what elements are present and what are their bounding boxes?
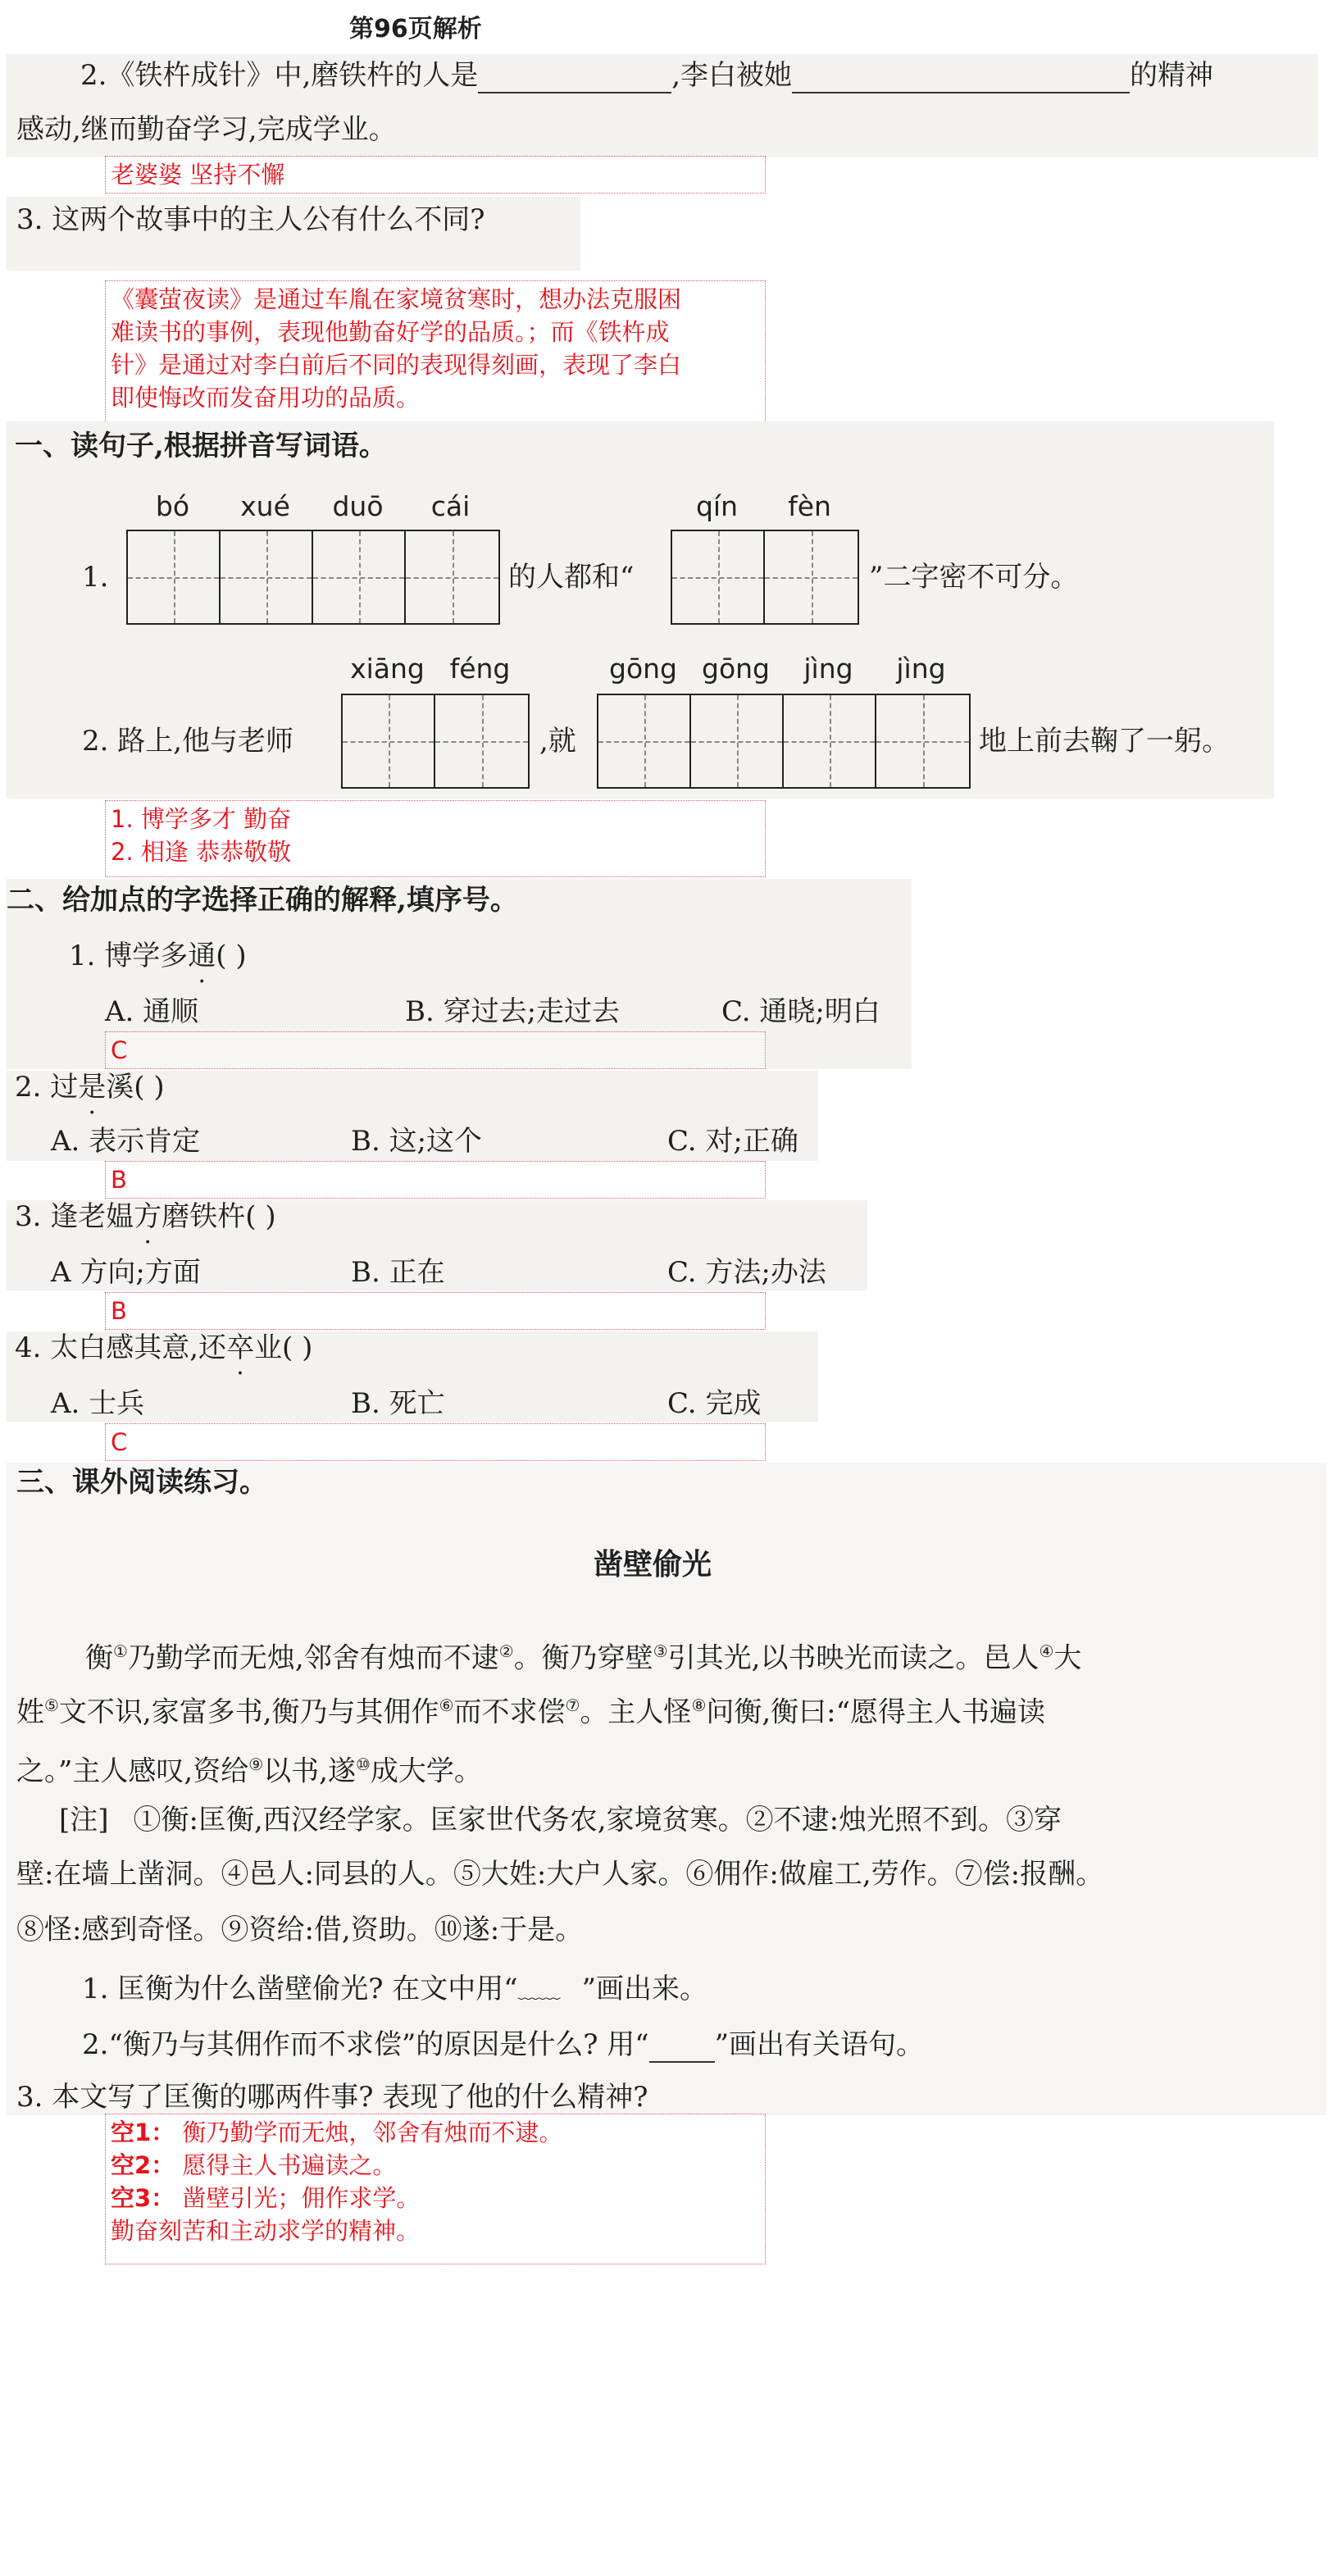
s2-end-text: 地上前去鞠了一躬。 <box>979 725 1230 758</box>
notes-line-2: 壁:在墙上凿洞。④邑人:同县的人。⑤大姓:大户人家。⑥佣作:做雇工,劳作。⑦偿:报酬。 <box>16 1858 1104 1891</box>
pinyin: jìng <box>896 653 946 685</box>
s2-q2: 2. 过是溪( ) <box>15 1071 165 1104</box>
s2-q2-option-c: C. 对;正确 <box>667 1125 798 1158</box>
s2-q3-option-b: B. 正在 <box>351 1256 445 1289</box>
s2-q1: 1. 博学多通( ) <box>69 940 247 972</box>
s2-mid-text: ,就 <box>539 725 576 758</box>
s2-q1-option-c: C. 通晓;明白 <box>721 995 880 1028</box>
prior-q2-line1: 2.《铁杵成针》中,磨铁杵的人是 ,李白被她 的精神 <box>80 59 1214 92</box>
s2-q2-option-b: B. 这;这个 <box>351 1125 483 1158</box>
s1-number: 1. <box>82 561 109 594</box>
answer-box-prior-q2: 老婆婆 坚持不懈 <box>105 156 766 193</box>
s2-q3: 3. 逢老媪方磨铁杵( ) <box>15 1200 276 1233</box>
s2-q1-option-b: B. 穿过去;走过去 <box>405 995 621 1028</box>
pinyin: duō <box>332 490 384 522</box>
s2-q2-option-a: A. 表示肯定 <box>51 1125 201 1158</box>
notes-line-3: ⑧怪:感到奇怪。⑨资给:借,资助。⑩遂:于是。 <box>16 1914 584 1946</box>
prior-q3: 3. 这两个故事中的主人公有什么不同? <box>16 203 485 236</box>
answer-box-s2-q4: C <box>105 1423 766 1461</box>
wavy-line-icon: ﹏﹏ <box>517 1979 561 2004</box>
s3-q2: 2.“衡乃与其佣作而不求偿”的原因是什么? 用“ ”画出有关语句。 <box>82 2028 925 2061</box>
section3-title: 三、课外阅读练习。 <box>16 1466 267 1499</box>
answer-box-s2-q3: B <box>105 1292 766 1330</box>
pinyin: jìng <box>803 653 853 685</box>
section2-title: 二、给加点的字选择正确的解释,填序号。 <box>7 884 518 917</box>
s2-q1-option-a: A. 通顺 <box>105 995 199 1028</box>
answer-box-section1: 1. 博学多才 勤奋 2. 相逢 恭恭敬敬 <box>105 800 766 877</box>
pinyin: féng <box>449 653 511 685</box>
char-grid-2a[interactable] <box>341 694 530 789</box>
s2-q4-option-a: A. 士兵 <box>51 1387 145 1420</box>
char-grid-1b[interactable] <box>671 530 859 625</box>
s2-q3-option-a: A 方向;方面 <box>51 1256 201 1289</box>
s2-q4-option-b: B. 死亡 <box>351 1387 445 1420</box>
pinyin: qín <box>695 490 739 522</box>
s2-start-text: 2. 路上,他与老师 <box>82 725 294 758</box>
answer-box-s2-q2: B <box>105 1161 766 1199</box>
s2-q4: 4. 太白感其意,还卒业( ) <box>15 1331 313 1364</box>
answer-box-section3: 空1： 衡乃勤学而无烛，邻舍有烛而不逮。 空2： 愿得主人书遍读之。 空3： 凿壁引光；佣作求学。 勤奋刻苦和主动求学的精神。 <box>105 2114 766 2264</box>
passage-line-2: 姓⑤文不识,家富多书,衡乃与其佣作⑥而不求偿⑦。主人怪⑧问衡,衡曰:“愿得主人书遍读 <box>16 1695 1046 1729</box>
notes-line-1: [注] ①衡:匡衡,西汉经学家。匡家世代务农,家境贫寒。②不逮:烛光照不到。③穿 <box>59 1804 1062 1836</box>
answer-box-prior-q3: 《囊萤夜读》是通过车胤在家境贫寒时，想办法克服困 难读书的事例，表现他勤奋好学的品质。；而《铁杵成 针》是通过对李白前后不同的表现得刻画，表现了李白 即使悔改而发奋用功的品质。 <box>105 280 766 423</box>
s3-q1: 1. 匡衡为什么凿壁偷光? 在文中用“﹏﹏ ”画出来。 <box>82 1973 708 2005</box>
s2-q4-option-c: C. 完成 <box>667 1387 762 1420</box>
s1-mid-text: 的人都和“ <box>508 561 635 594</box>
s1-end-text: ”二字密不可分。 <box>869 561 1079 594</box>
passage-title: 凿壁偷光 <box>594 1547 712 1582</box>
page-title: 第96页解析 <box>349 15 482 43</box>
pinyin: xué <box>240 490 290 522</box>
pinyin: fèn <box>788 490 831 522</box>
pinyin: bó <box>155 490 190 522</box>
char-grid-2b[interactable] <box>597 694 971 789</box>
answer-box-s2-q1: C <box>105 1031 766 1069</box>
pinyin: gōng <box>702 653 770 685</box>
passage-line-1: 衡①乃勤学而无烛,邻舍有烛而不逮②。衡乃穿壁③引其光,以书映光而读之。邑人④大 <box>85 1641 1082 1675</box>
s3-q3: 3. 本文写了匡衡的哪两件事? 表现了他的什么精神? <box>16 2081 648 2114</box>
s2-q3-option-c: C. 方法;办法 <box>667 1256 826 1289</box>
section1-title: 一、读句子,根据拼音写词语。 <box>15 430 387 462</box>
pinyin: cái <box>430 490 471 522</box>
passage-line-3: 之。”主人感叹,资给⑨以书,遂⑩成大学。 <box>16 1755 482 1788</box>
pinyin: gōng <box>609 653 677 685</box>
char-grid-1a[interactable] <box>126 530 500 625</box>
prior-q2-line2: 感动,继而勤奋学习,完成学业。 <box>16 113 397 146</box>
pinyin: xiāng <box>350 653 425 685</box>
